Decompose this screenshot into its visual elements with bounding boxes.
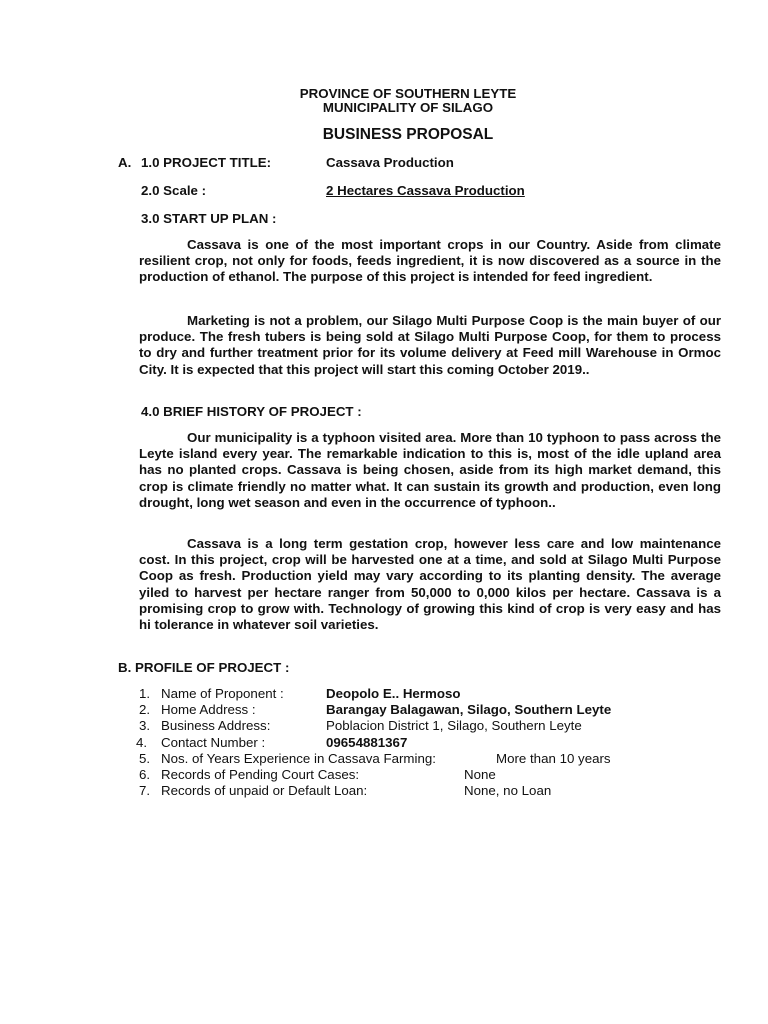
court-cases: None bbox=[464, 766, 496, 782]
item-label: Nos. of Years Experience in Cassava Farming: bbox=[161, 750, 436, 766]
item-label: Home Address : bbox=[161, 702, 256, 718]
scale-label: 2.0 Scale : bbox=[141, 183, 207, 198]
item-number: 1. bbox=[139, 686, 151, 701]
years-experience: More than 10 years bbox=[496, 750, 611, 766]
default-loan: None, no Loan bbox=[464, 783, 552, 799]
startup-plan-heading: 3.0 START UP PLAN : bbox=[141, 211, 277, 226]
startup-paragraph-1: Cassava is one of the most important crops in our Country. Aside from climate resilient crop, not only for foods, feeds ingredient, it is now discovered as a source in the production of ethanol. The purpose of this project is intended for feed ingredient. bbox=[139, 237, 721, 285]
history-paragraph-1: Our municipality is a typhoon visited area. More than 10 typhoon to pass across the Leyte island every year. The remarkable indication to this is, most of the idle upland area has no planted crops. Cassava is being chosen, aside from its high market demand, this crop is climate friendly no matter what. It can sustain its growth and production, even long drought, long wet season and even in the occurrence of typhoon.. bbox=[139, 430, 721, 510]
profile-heading: B. PROFILE OF PROJECT : bbox=[118, 660, 290, 675]
startup-paragraph-2: Marketing is not a problem, our Silago Multi Purpose Coop is the main buyer of our produce. The fresh tubers is being sold at Silago Multi Purpose Coop, for them to process to dry and further treatment prior for its volume delivery at Feed mill Warehouse in Ormoc City. It is expected that this project will start this coming October 2019.. bbox=[139, 313, 721, 377]
contact-number: 09654881367 bbox=[326, 734, 408, 750]
municipality-header: MUNICIPALITY OF SILAGO bbox=[322, 100, 494, 115]
item-label: Contact Number : bbox=[161, 734, 266, 750]
item-number: 3. bbox=[139, 718, 151, 734]
project-title-label: 1.0 PROJECT TITLE: bbox=[141, 155, 272, 170]
item-number: 6. bbox=[139, 766, 151, 782]
section-a-marker: A. bbox=[118, 155, 132, 170]
item-label: Records of Pending Court Cases: bbox=[161, 766, 360, 782]
business-address: Poblacion District 1, Silago, Southern Leyte bbox=[326, 718, 582, 734]
item-number: 4. bbox=[136, 734, 148, 750]
proponent-name: Deopolo E.. Hermoso bbox=[326, 686, 461, 701]
history-paragraph-2: Cassava is a long term gestation crop, however less care and low maintenance cost. In this project, crop will be harvested one at a time, and sold at Silago Multi Purpose Coop as fresh. Production yield may vary according to its planting density. The average yiled to harvest per hectare ranger from 50,000 to 0,000 kilos per hectare. Cassava is a promising crop to grow with. Technology of growing this kind of crop is very easy and has hi tolerance in whatever soil varieties. bbox=[139, 536, 721, 633]
item-label: Name of Proponent : bbox=[161, 686, 284, 701]
item-number: 2. bbox=[139, 702, 151, 718]
document-title: BUSINESS PROPOSAL bbox=[322, 126, 494, 143]
scale-value: 2 Hectares Cassava Production bbox=[326, 183, 525, 198]
item-label: Records of unpaid or Default Loan: bbox=[161, 783, 368, 799]
province-header: PROVINCE OF SOUTHERN LEYTE bbox=[299, 86, 517, 101]
item-number: 5. bbox=[139, 750, 151, 766]
history-heading: 4.0 BRIEF HISTORY OF PROJECT : bbox=[141, 404, 362, 419]
item-number: 7. bbox=[139, 783, 151, 799]
home-address: Barangay Balagawan, Silago, Southern Leyte bbox=[326, 702, 612, 718]
item-label: Business Address: bbox=[161, 718, 271, 734]
project-title-value: Cassava Production bbox=[326, 155, 454, 170]
